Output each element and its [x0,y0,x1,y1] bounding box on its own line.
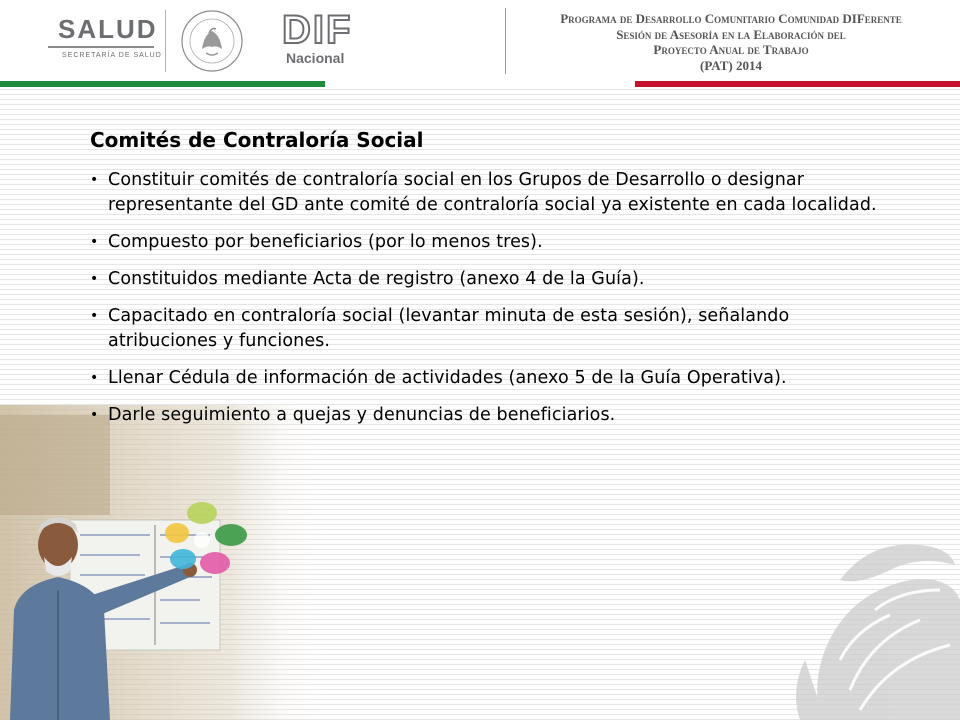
bullet-item [90,168,890,218]
program-title-line: Sesión de Asesoría en la Elaboración del [616,26,846,42]
header [0,0,960,80]
bullet-item [90,230,890,255]
salud-logo-subtitle: SECRETARÍA DE SALUD [62,52,162,59]
dif-logo-text: DIF [282,8,353,52]
bullet-text: Constituidos mediante Acta de registro (anexo 4 de la Guía). [108,269,645,289]
program-title [512,11,950,73]
program-title-line: Proyecto Anual de Trabajo [653,42,809,57]
bullet-dot-icon: • [90,271,99,287]
dif-flower-logo [155,495,250,580]
program-title-line: (PAT) 2014 [700,57,762,73]
mexico-seal-icon [180,9,244,73]
program-title-line: Programa de Desarrollo Comunitario Comunidad DIFerente [560,11,902,26]
logo-divider [165,10,166,72]
header-divider [505,8,506,74]
bullet-dot-icon: • [90,234,99,250]
slide-title: Comités de Contraloría Social [90,128,424,152]
eagle-emblem-watermark [780,520,960,720]
bullet-text: Darle seguimiento a quejas y denuncias de beneficiarios. [108,405,616,425]
bullet-item [90,366,890,391]
bullet-dot-icon: • [90,308,99,324]
bullet-text: Llenar Cédula de información de actividades (anexo 5 de la Guía Operativa). [108,368,787,388]
salud-logo-text: SALUD [58,14,158,44]
band-red [635,81,960,87]
salud-logo-rule [48,46,154,48]
dif-logo-subtitle: Nacional [286,50,345,66]
bullet-item [90,267,890,292]
band-white [325,81,635,87]
slide-content [90,126,890,440]
bullet-item [90,304,890,354]
bullet-list [90,168,890,428]
bullet-dot-icon: • [90,172,99,188]
bullet-item [90,403,890,428]
bullet-text: Capacitado en contraloría social (levantar minuta de esta sesión), señalando atribuciones y funciones. [108,306,790,351]
band-green [0,81,325,87]
bullet-dot-icon: • [90,407,99,423]
tricolor-band [0,81,960,87]
bullet-text: Compuesto por beneficiarios (por lo menos tres). [108,232,543,252]
bullet-text: Constituir comités de contraloría social en los Grupos de Desarrollo o designar representante del GD ante comité de contraloría social ya existente en cada localidad. [108,170,877,215]
bullet-dot-icon: • [90,370,99,386]
